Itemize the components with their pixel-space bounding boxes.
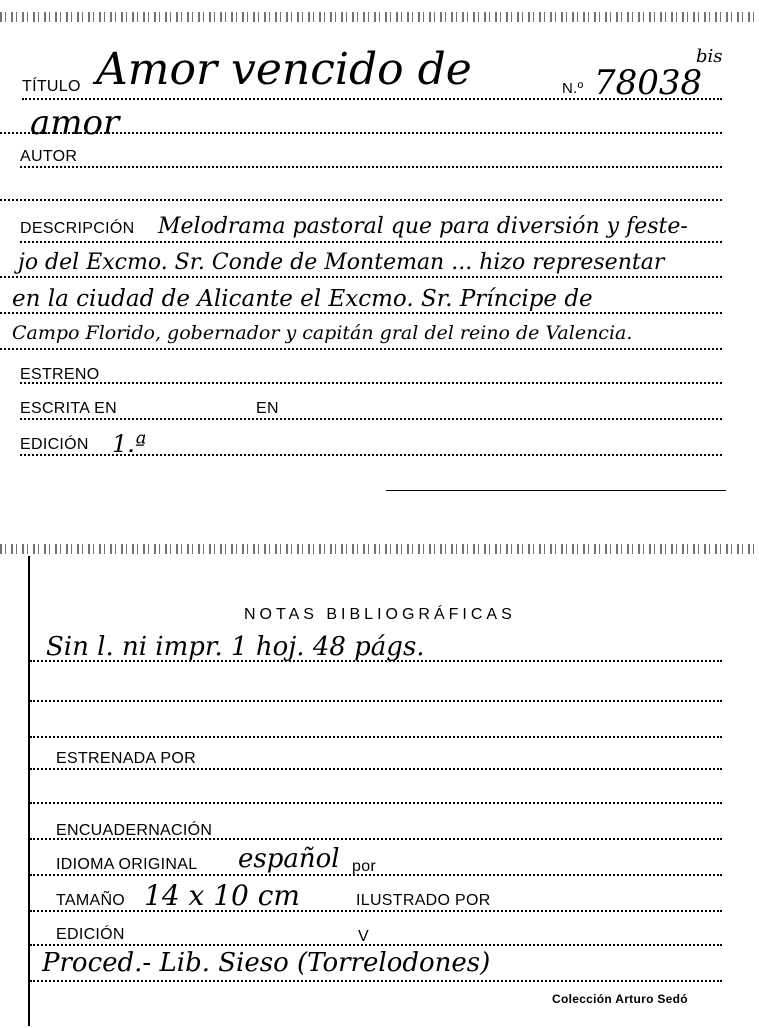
idioma-value: español — [238, 844, 340, 874]
por-label: por — [352, 858, 377, 875]
autor-line2 — [0, 199, 722, 201]
descripcion-line-2: jo del Excmo. Sr. Conde de Monteman ... hizo representar — [18, 250, 665, 275]
card-edge-texture — [0, 544, 759, 554]
estreno-label: ESTRENO — [20, 366, 100, 383]
encuadernacion-rule — [30, 838, 722, 840]
escrita-line — [20, 418, 722, 420]
descripcion-line-3: en la ciudad de Alicante el Excmo. Sr. Príncipe de — [12, 286, 593, 312]
estrenada-rule-2 — [30, 802, 722, 804]
tamano-label: TAMAÑO — [56, 892, 126, 909]
notas-rule-1 — [30, 660, 722, 662]
notas-rule-2 — [30, 700, 722, 702]
collection-credit: Colección Arturo Sedó — [552, 992, 688, 1006]
autor-label: AUTOR — [20, 148, 78, 165]
edicion-label-2: EDICIÓN — [56, 926, 125, 943]
ilustrado-label: ILUSTRADO POR — [356, 892, 491, 909]
autor-line — [20, 166, 722, 168]
tamano-rule — [30, 910, 722, 912]
notas-heading: NOTAS BIBLIOGRÁFICAS — [244, 606, 516, 623]
estrenada-rule-1 — [30, 768, 722, 770]
descripcion-rule-1 — [20, 241, 722, 243]
v-label: V — [358, 928, 369, 945]
proced-rule — [30, 980, 722, 982]
descripcion-line-1: Melodrama pastoral que para diversión y feste- — [158, 214, 688, 239]
estrenada-por-label: ESTRENADA POR — [56, 750, 196, 767]
titulo-line2 — [0, 132, 722, 134]
titulo-label: TÍTULO — [22, 78, 81, 95]
titulo-line — [22, 98, 722, 100]
tamano-value: 14 x 10 cm — [144, 879, 300, 912]
proced-value: Proced.- Lib. Sieso (Torrelodones) — [42, 948, 491, 978]
edicion-value: 1.ª — [112, 430, 147, 458]
card-edge-texture — [0, 12, 759, 22]
titulo-value: Amor vencido de — [96, 44, 472, 95]
descripcion-rule-3 — [0, 312, 722, 314]
idioma-label: IDIOMA ORIGINAL — [56, 856, 198, 873]
numero-label: N.º — [562, 80, 584, 97]
edicion-rule-2 — [30, 944, 722, 946]
edicion-label: EDICIÓN — [20, 436, 89, 453]
titulo-value-line2: amor — [30, 103, 120, 143]
encuadernacion-label: ENCUADERNACIÓN — [56, 822, 213, 839]
descripcion-line-4: Campo Florido, gobernador y capitán gral del reino de Valencia. — [12, 322, 633, 344]
numero-suffix: bis — [696, 46, 723, 67]
escrita-en-label: ESCRITA EN — [20, 400, 117, 417]
edicion-line — [20, 454, 722, 456]
estreno-line — [20, 382, 722, 384]
card-bottom-edge — [386, 490, 726, 491]
notes-card — [0, 540, 759, 1028]
notas-value: Sin l. ni impr. 1 hoj. 48 págs. — [46, 632, 425, 662]
descripcion-rule-4 — [0, 348, 722, 350]
numero-value: 78038 — [594, 63, 703, 103]
en-label: EN — [256, 400, 279, 417]
notas-rule-3 — [30, 736, 722, 738]
descripcion-rule-2 — [0, 276, 722, 278]
idioma-rule — [30, 874, 722, 876]
card-left-margin — [28, 556, 30, 1026]
descripcion-label: DESCRIPCIÓN — [20, 220, 135, 237]
